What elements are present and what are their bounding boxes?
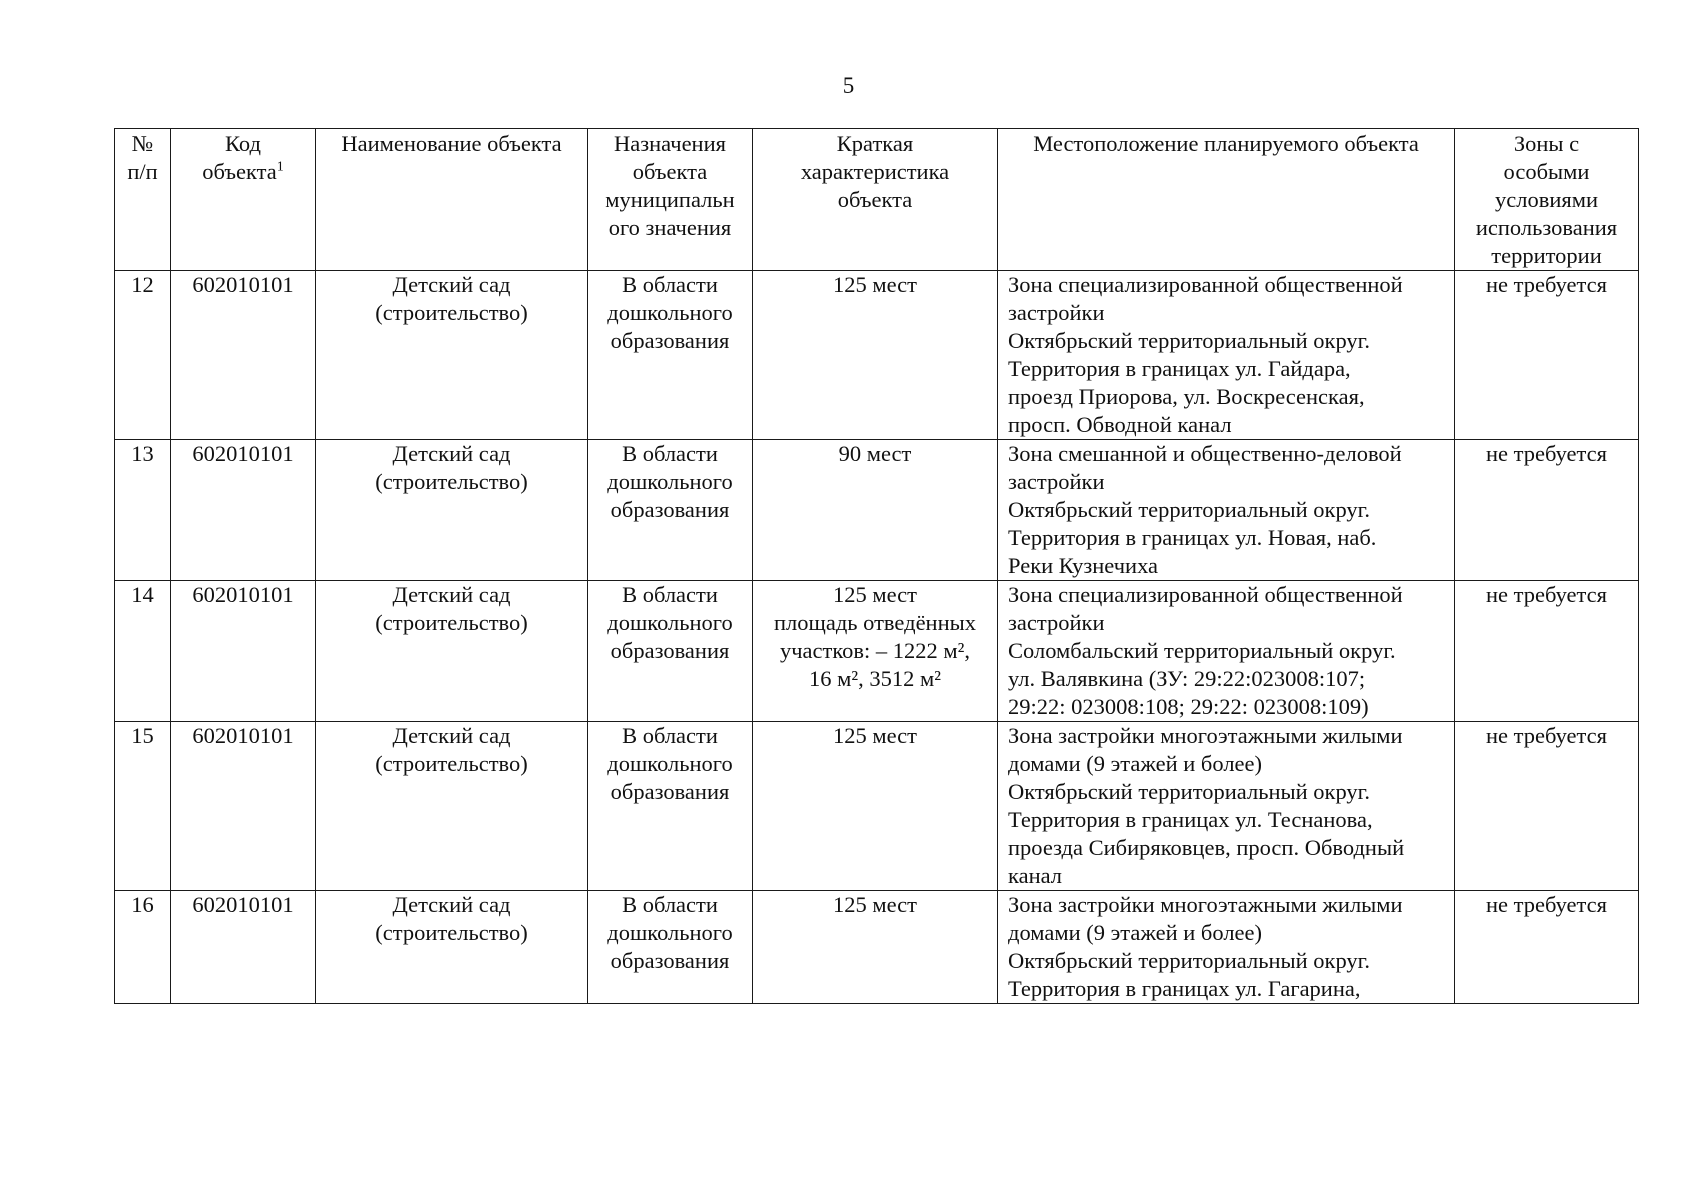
- header-purpose-line: муниципальн: [605, 187, 735, 212]
- row-code-cell: 602010101: [171, 440, 316, 581]
- row-purpose-line: дошкольного: [607, 920, 733, 945]
- row-name-cell: [316, 440, 588, 581]
- row-purpose-line: образования: [610, 948, 730, 973]
- row-purpose-line: дошкольного: [607, 300, 733, 325]
- header-num-line: п/п: [127, 159, 158, 184]
- header-zones-line: особыми: [1503, 159, 1590, 184]
- row-purpose-cell: [588, 722, 753, 891]
- row-location-line: Зона специализированной общественной: [1008, 582, 1403, 607]
- row-characteristic-cell: [753, 722, 998, 891]
- row-num-cell: 14: [115, 581, 171, 722]
- table-row: [115, 440, 1639, 581]
- header-name-line: Наименование объекта: [341, 131, 562, 156]
- header-code-text: объекта: [202, 159, 277, 184]
- row-name-line: (строительство): [375, 920, 528, 945]
- row-location-line: Территория в границах ул. Новая, наб.: [1008, 525, 1377, 550]
- row-location-line: Зона застройки многоэтажными жилыми: [1008, 892, 1403, 917]
- row-location-cell: [998, 440, 1455, 581]
- row-location-line: проезда Сибиряковцев, просп. Обводный: [1008, 835, 1405, 860]
- table-row: [115, 722, 1639, 891]
- header-code-line: [175, 158, 311, 186]
- row-purpose-line: образования: [610, 328, 730, 353]
- header-purpose-line: Назначения: [614, 131, 726, 156]
- row-purpose-line: дошкольного: [607, 610, 733, 635]
- header-location-line: Местоположение планируемого объекта: [1033, 131, 1419, 156]
- row-purpose-cell: [588, 891, 753, 1004]
- row-zones-cell: не требуется: [1455, 581, 1639, 722]
- row-num-cell: 13: [115, 440, 171, 581]
- row-name-line: Детский сад: [392, 723, 511, 748]
- row-characteristic-line: 125 мест: [833, 582, 917, 607]
- row-location-line: просп. Обводной канал: [1008, 412, 1232, 437]
- row-code-cell: 602010101: [171, 271, 316, 440]
- row-location-line: Реки Кузнечиха: [1008, 553, 1159, 578]
- row-location-line: Октябрьский территориальный округ.: [1008, 779, 1370, 804]
- page-number: 5: [842, 73, 855, 98]
- row-location-cell: [998, 722, 1455, 891]
- row-location-line: Октябрьский территориальный округ.: [1008, 328, 1370, 353]
- row-purpose-cell: [588, 440, 753, 581]
- row-zones-cell: не требуется: [1455, 722, 1639, 891]
- row-location-line: Территория в границах ул. Гагарина,: [1008, 976, 1361, 1001]
- row-location-line: Территория в границах ул. Теснанова,: [1008, 807, 1373, 832]
- header-characteristic-line: Краткая: [836, 131, 914, 156]
- table-row: [115, 581, 1639, 722]
- row-name-line: Детский сад: [392, 892, 511, 917]
- row-location-line: застройки: [1008, 469, 1105, 494]
- header-location: [998, 129, 1455, 271]
- header-purpose: [588, 129, 753, 271]
- row-location-cell: [998, 271, 1455, 440]
- row-purpose-line: В области: [622, 892, 718, 917]
- row-location-cell: [998, 581, 1455, 722]
- header-zones-line: Зоны с: [1513, 131, 1580, 156]
- planned-objects-table: [114, 128, 1639, 1004]
- row-characteristic-line: 125 мест: [833, 723, 917, 748]
- row-purpose-line: В области: [622, 582, 718, 607]
- row-zones-cell: не требуется: [1455, 440, 1639, 581]
- header-name: [316, 129, 588, 271]
- row-location-line: Зона застройки многоэтажными жилыми: [1008, 723, 1403, 748]
- row-location-line: Зона специализированной общественной: [1008, 272, 1403, 297]
- row-location-line: ул. Валявкина (ЗУ: 29:22:023008:107;: [1008, 666, 1366, 691]
- row-characteristic-cell: [753, 440, 998, 581]
- table-row: [115, 271, 1639, 440]
- row-characteristic-line: участков: – 1222 м²,: [779, 638, 971, 663]
- header-code: [171, 129, 316, 271]
- header-zones-line: использования: [1475, 215, 1618, 240]
- row-location-line: домами (9 этажей и более): [1008, 751, 1263, 776]
- row-characteristic-cell: [753, 581, 998, 722]
- row-location-line: Территория в границах ул. Гайдара,: [1008, 356, 1351, 381]
- row-purpose-line: образования: [610, 638, 730, 663]
- row-name-cell: [316, 581, 588, 722]
- header-num-line: №: [131, 131, 154, 156]
- row-name-line: (строительство): [375, 751, 528, 776]
- row-location-line: 29:22: 023008:108; 29:22: 023008:109): [1008, 694, 1369, 719]
- row-name-cell: [316, 891, 588, 1004]
- row-zones-cell: не требуется: [1455, 891, 1639, 1004]
- header-zones-line: условиями: [1494, 187, 1598, 212]
- header-characteristic-line: объекта: [837, 187, 913, 212]
- row-name-line: (строительство): [375, 469, 528, 494]
- row-location-line: Зона смешанной и общественно-деловой: [1008, 441, 1402, 466]
- row-location-line: домами (9 этажей и более): [1008, 920, 1263, 945]
- header-purpose-line: объекта: [632, 159, 708, 184]
- row-purpose-cell: [588, 271, 753, 440]
- row-name-line: Детский сад: [392, 441, 511, 466]
- row-location-line: застройки: [1008, 300, 1105, 325]
- row-location-line: Октябрьский территориальный округ.: [1008, 497, 1370, 522]
- table-row: [115, 891, 1639, 1004]
- row-name-line: Детский сад: [392, 272, 511, 297]
- row-characteristic-line: 125 мест: [833, 892, 917, 917]
- row-characteristic-line: площадь отведённых: [773, 610, 977, 635]
- row-name-line: Детский сад: [392, 582, 511, 607]
- table-header-row: [115, 129, 1639, 271]
- row-purpose-line: дошкольного: [607, 751, 733, 776]
- row-location-line: Октябрьский территориальный округ.: [1008, 948, 1370, 973]
- header-zones: [1455, 129, 1639, 271]
- header-purpose-line: ого значения: [608, 215, 732, 240]
- header-zones-line: территории: [1491, 243, 1602, 268]
- row-location-line: проезд Приорова, ул. Воскресенская,: [1008, 384, 1365, 409]
- row-purpose-line: образования: [610, 779, 730, 804]
- header-code-line: Код: [225, 131, 261, 156]
- row-code-cell: 602010101: [171, 722, 316, 891]
- row-location-line: канал: [1008, 863, 1063, 888]
- header-characteristic-line: характеристика: [800, 159, 950, 184]
- row-characteristic-cell: [753, 271, 998, 440]
- row-purpose-line: дошкольного: [607, 469, 733, 494]
- row-characteristic-cell: [753, 891, 998, 1004]
- row-location-line: застройки: [1008, 610, 1105, 635]
- row-zones-cell: не требуется: [1455, 271, 1639, 440]
- row-num-cell: 15: [115, 722, 171, 891]
- row-name-cell: [316, 722, 588, 891]
- row-code-cell: 602010101: [171, 581, 316, 722]
- row-characteristic-line: 90 мест: [838, 441, 912, 466]
- header-characteristic: [753, 129, 998, 271]
- row-purpose-line: В области: [622, 441, 718, 466]
- footnote-marker: 1: [276, 159, 284, 175]
- row-name-line: (строительство): [375, 610, 528, 635]
- row-num-cell: 16: [115, 891, 171, 1004]
- row-code-cell: 602010101: [171, 891, 316, 1004]
- row-num-cell: 12: [115, 271, 171, 440]
- row-purpose-line: образования: [610, 497, 730, 522]
- row-characteristic-line: 125 мест: [833, 272, 917, 297]
- row-purpose-line: В области: [622, 723, 718, 748]
- row-name-line: (строительство): [375, 300, 528, 325]
- row-location-line: Соломбальский территориальный округ.: [1008, 638, 1396, 663]
- header-num: [115, 129, 171, 271]
- row-location-cell: [998, 891, 1455, 1004]
- row-purpose-cell: [588, 581, 753, 722]
- row-characteristic-line: 16 м², 3512 м²: [809, 666, 941, 691]
- row-purpose-line: В области: [622, 272, 718, 297]
- row-name-cell: [316, 271, 588, 440]
